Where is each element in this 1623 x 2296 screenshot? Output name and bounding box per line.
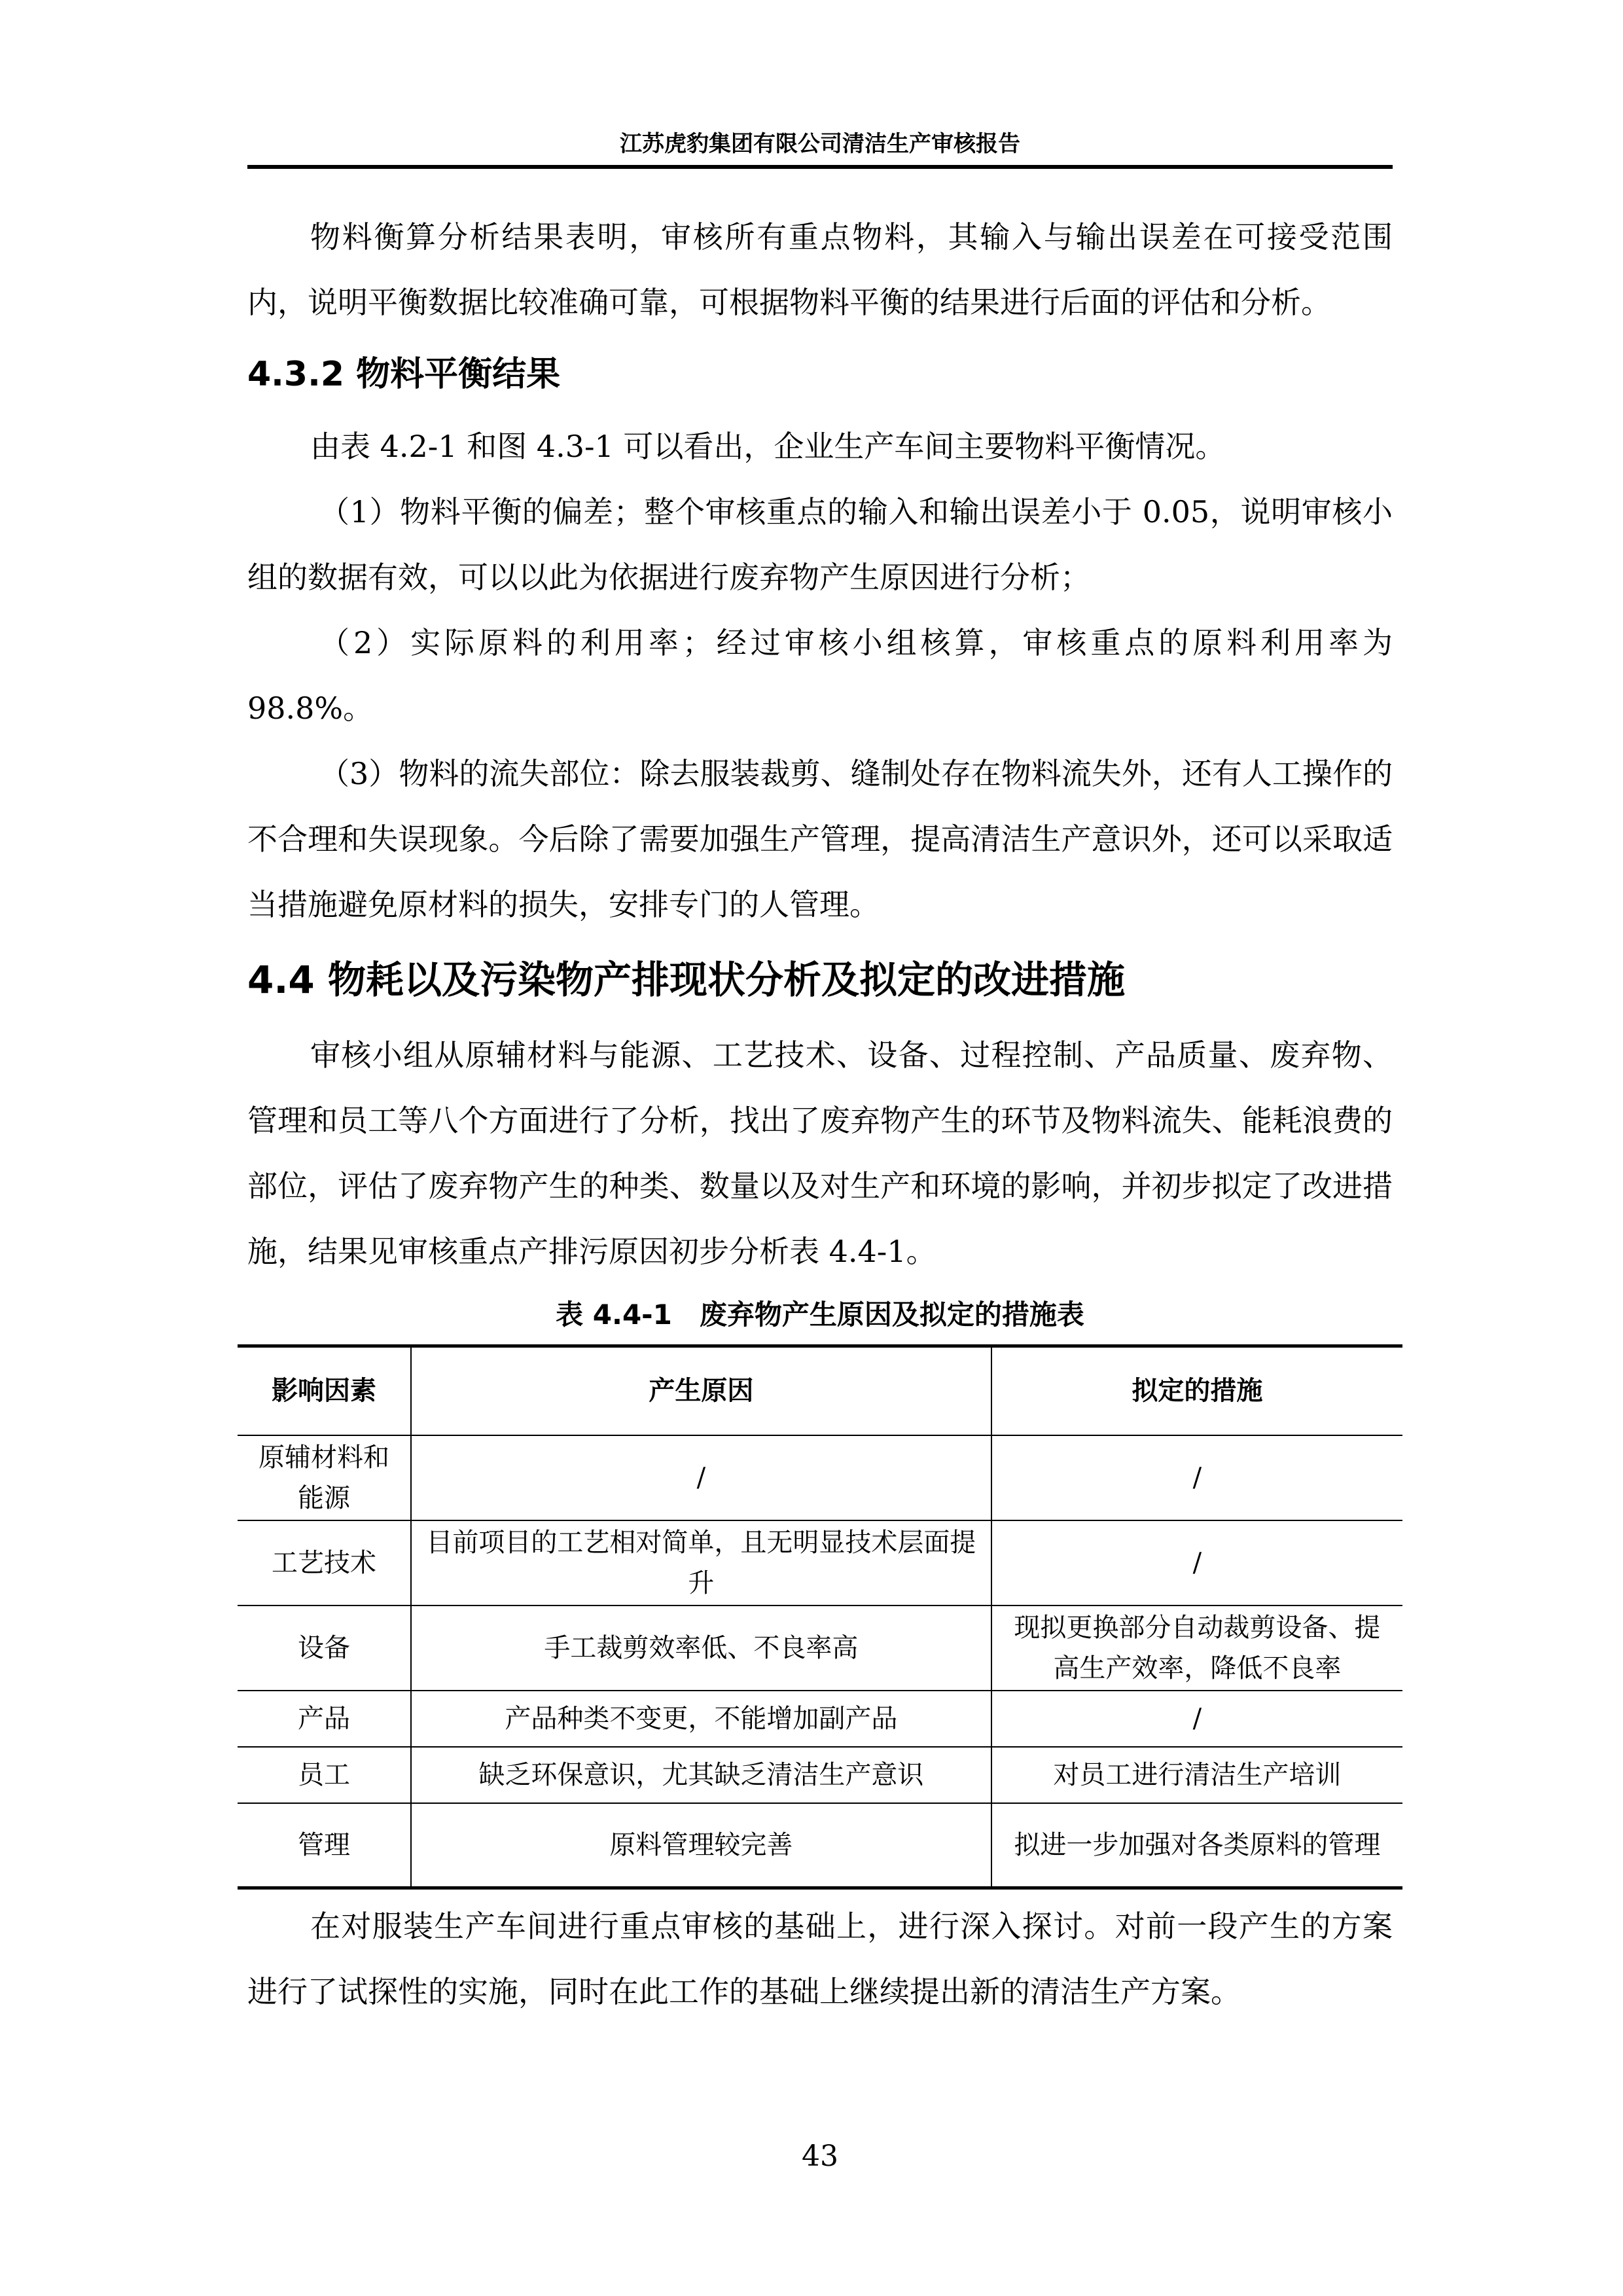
page-content: [247, 204, 1393, 2024]
table-row: [238, 1691, 1402, 1747]
table-row: [238, 1435, 1402, 1520]
table-cell-cause: 手工裁剪效率低、不良率高: [411, 1605, 991, 1691]
section-heading-4-3-2: 4.3.2 物料平衡结果: [247, 355, 561, 394]
paragraph-balance-intro: 由表 4.2-1 和图 4.3-1 可以看出，企业生产车间主要物料平衡情况。: [310, 429, 1226, 464]
paragraph-conclusion: 在对服装生产车间进行重点审核的基础上，进行深入探讨。对前一段产生的方案进行了试探性的实施，同时在此工作的基础上继续提出新的清洁生产方案。: [247, 1909, 1393, 2009]
column-header-factor: 影响因素: [238, 1346, 411, 1435]
column-header-cause: 产生原因: [411, 1346, 991, 1435]
document-header: 江苏虎豹集团有限公司清洁生产审核报告: [620, 131, 1020, 157]
table-cell-measure: /: [991, 1520, 1402, 1605]
paragraph-material-balance-summary: 物料衡算分析结果表明，审核所有重点物料，其输入与输出误差在可接受范围内，说明平衡数据比较准确可靠，可根据物料平衡的结果进行后面的评估和分析。: [247, 219, 1393, 320]
page-number: 43: [802, 2140, 838, 2173]
table-cell-factor: 设备: [238, 1605, 411, 1691]
paragraph-analysis-overview: 审核小组从原辅材料与能源、工艺技术、设备、过程控制、产品质量、废弃物、管理和员工等八个方面进行了分析，找出了废弃物产生的环节及物料流失、能耗浪费的部位，评估了废弃物产生的种类、数量以及对生产和环境的影响，并初步拟定了改进措施，结果见审核重点产排污原因初步分析表 4.4-1。: [247, 1037, 1393, 1269]
table-cell-factor: 工艺技术: [238, 1520, 411, 1605]
section-heading-4-4: 4.4 物耗以及污染物产排现状分析及拟定的改进措施: [247, 958, 1125, 1002]
table-row: [238, 1803, 1402, 1888]
table-cell-cause: 目前项目的工艺相对简单，且无明显技术层面提升: [411, 1520, 991, 1605]
table-row: [238, 1605, 1402, 1691]
waste-causes-measures-table: [238, 1344, 1402, 1890]
table-cell-factor: 管理: [238, 1803, 411, 1888]
header-rule: [247, 165, 1393, 169]
table-row: [238, 1747, 1402, 1803]
table-cell-factor: 员工: [238, 1747, 411, 1803]
table-cell-measure: /: [991, 1691, 1402, 1747]
table-cell-factor: 产品: [238, 1691, 411, 1747]
list-item-balance-deviation: （1）物料平衡的偏差；整个审核重点的输入和输出误差小于 0.05，说明审核小组的数据有效，可以以此为依据进行废弃物产生原因进行分析；: [247, 494, 1393, 595]
table-cell-measure: 现拟更换部分自动裁剪设备、提高生产效率，降低不良率: [991, 1605, 1402, 1691]
table-cell-measure: 拟进一步加强对各类原料的管理: [991, 1803, 1402, 1888]
table-cell-measure: 对员工进行清洁生产培训: [991, 1747, 1402, 1803]
table-header-row: [238, 1346, 1402, 1435]
table-row: [238, 1520, 1402, 1605]
table-cell-cause: 原料管理较完善: [411, 1803, 991, 1888]
table-cell-factor: 原辅材料和能源: [238, 1435, 411, 1520]
list-item-utilization-rate: （2）实际原料的利用率；经过审核小组核算，审核重点的原料利用率为 98.8%。: [247, 625, 1393, 726]
table-cell-cause: 产品种类不变更，不能增加副产品: [411, 1691, 991, 1747]
list-item-loss-locations: （3）物料的流失部位：除去服装裁剪、缝制处存在物料流失外，还有人工操作的不合理和失误现象。今后除了需要加强生产管理，提高清洁生产意识外，还可以采取适当措施避免原材料的损失，安排专门的人管理。: [247, 756, 1393, 922]
column-header-measure: 拟定的措施: [991, 1346, 1402, 1435]
table-cell-cause: 缺乏环保意识，尤其缺乏清洁生产意识: [411, 1747, 991, 1803]
table-cell-measure: /: [991, 1435, 1402, 1520]
table-cell-cause: /: [411, 1435, 991, 1520]
table-caption: 表 4.4-1 废弃物产生原因及拟定的措施表: [556, 1299, 1084, 1331]
